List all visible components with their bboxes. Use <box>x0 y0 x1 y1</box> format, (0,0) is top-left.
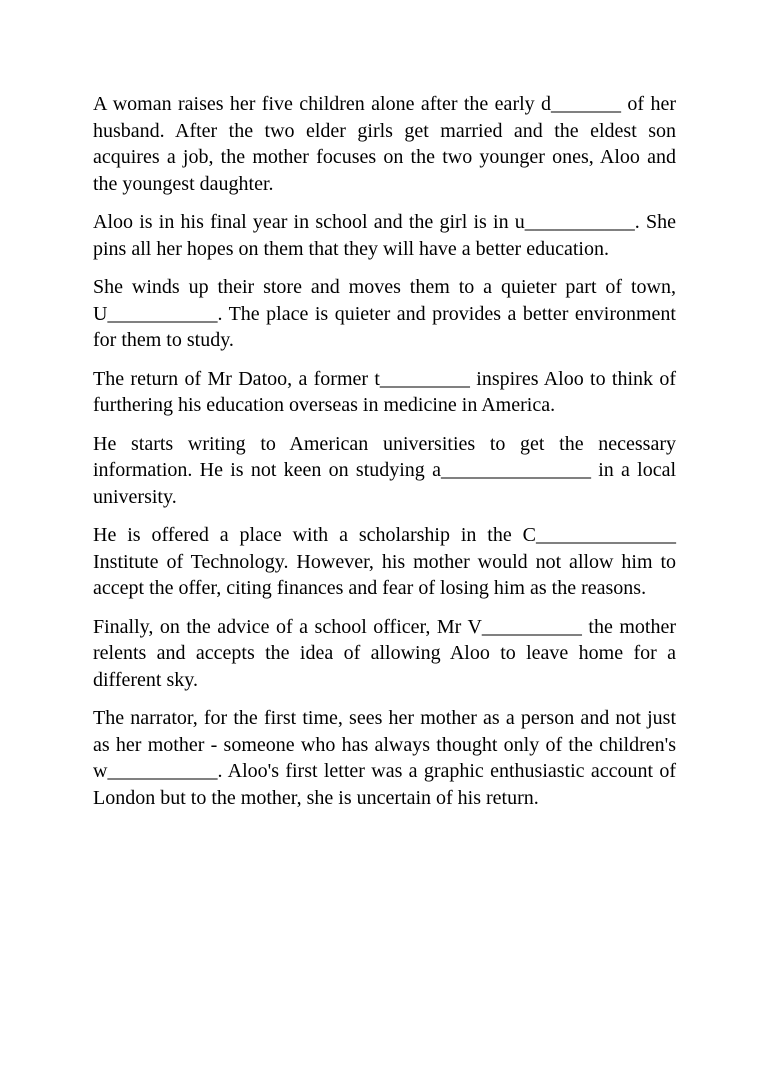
paragraph-2: Aloo is in his final year in school and the girl is in u___________. She pins all her hopes on them that they will have a better education. <box>93 211 676 260</box>
paragraph-5: He starts writing to American universities to get the necessary information. He is not keen on studying a_______________ in a local university. <box>93 432 676 508</box>
paragraph-6: He is offered a place with a scholarship in the C______________ Institute of Technology. However, his mother would not allow him to accept the offer, citing finances and fear of losing him as the reasons. <box>93 524 676 599</box>
paragraph-4: The return of Mr Datoo, a former t_________ inspires Aloo to think of furthering his education overseas in medicine in America. <box>93 367 676 416</box>
document-body <box>93 91 676 823</box>
paragraph-1: A woman raises her five children alone after the early d_______ of her husband. After the two elder girls get married and the eldest son acquires a job, the mother focuses on the two younger ones, Aloo and the youngest daughter. <box>93 93 676 195</box>
paragraph-7: Finally, on the advice of a school officer, Mr V__________ the mother relents and accepts the idea of allowing Aloo to leave home for a different sky. <box>93 615 676 691</box>
paragraph-3: She winds up their store and moves them to a quieter part of town, U___________. The place is quieter and provides a better environment for them to study. <box>93 276 676 351</box>
paragraph-8: The narrator, for the first time, sees her mother as a person and not just as her mother - someone who has always thought only of the children's w___________. Aloo's first letter was a graphic enthusiastic account of London but to the mother, she is uncertain of his return. <box>93 707 676 809</box>
